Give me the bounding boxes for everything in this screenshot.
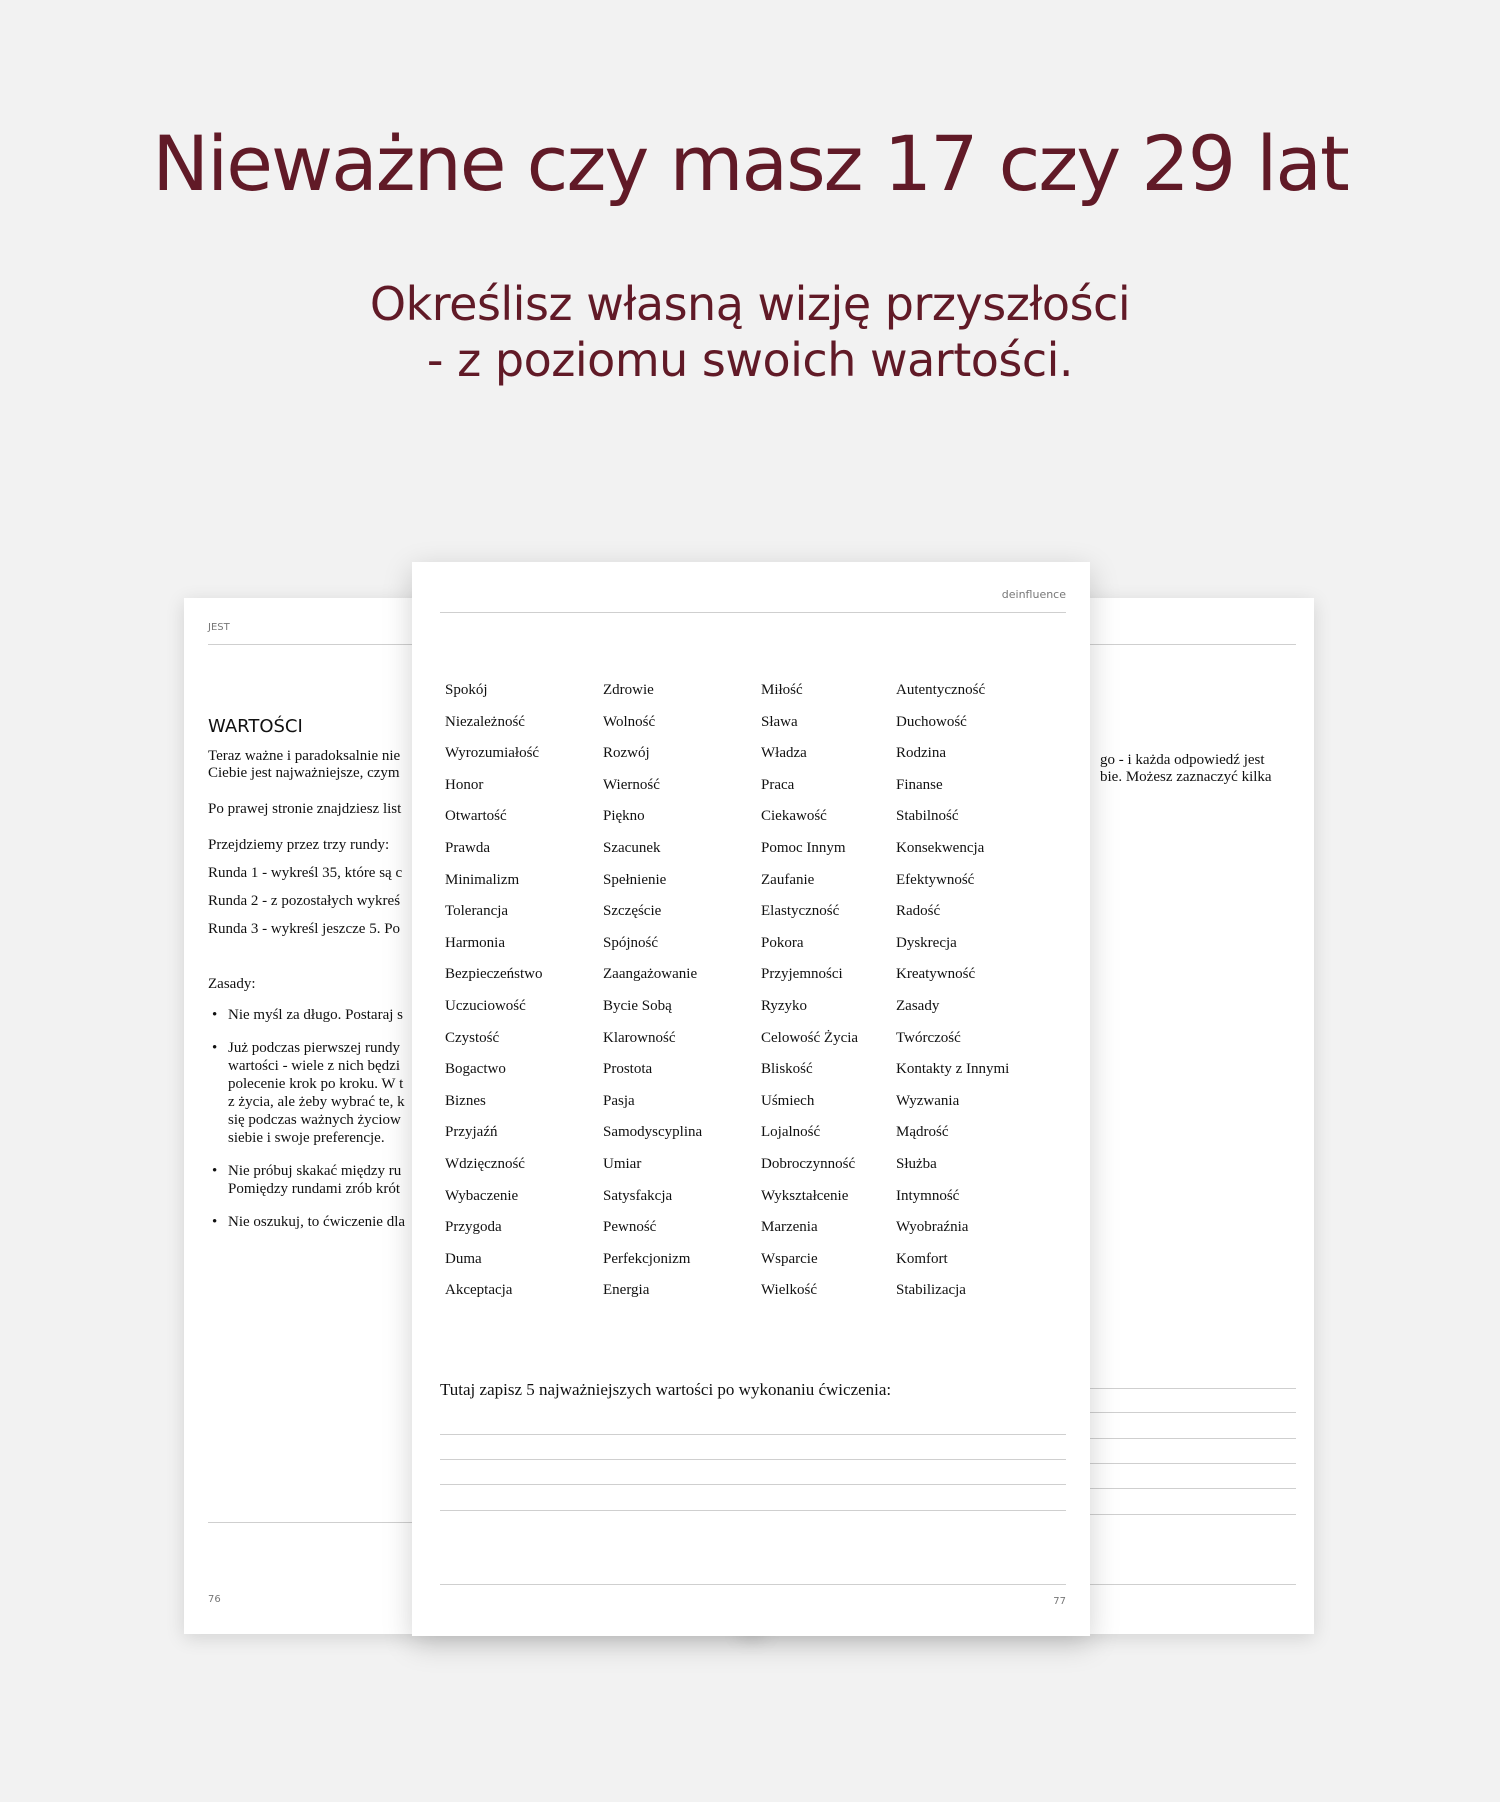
value-item: Tolerancja [445, 903, 509, 920]
value-item: Piękno [603, 808, 645, 825]
value-item: Zaangażowanie [603, 966, 698, 983]
value-item: Perfekcjonizm [603, 1250, 691, 1267]
value-item: Dobroczynność [761, 1155, 856, 1172]
value-item: Wyzwania [896, 1092, 960, 1109]
value-item: Satysfakcja [603, 1187, 673, 1204]
value-item: Przygoda [445, 1219, 502, 1236]
right-page-text-line-2: bie. Możesz zaznaczyć kilka [1100, 769, 1272, 785]
top-values-prompt: Tutaj zapisz 5 najważniejszych wartości po wykonaniu ćwiczenia: [440, 1380, 892, 1399]
rule-bullet: • Nie próbuj skakać między ru Pomiędzy rundami zrób krót [208, 1162, 405, 1198]
value-item: Pasja [603, 1092, 635, 1109]
value-item: Twórczość [896, 1029, 961, 1046]
value-item: Szacunek [603, 839, 661, 856]
value-item: Lojalność [761, 1124, 821, 1141]
value-item: Bliskość [761, 1061, 813, 1078]
value-item: Efektywność [896, 871, 975, 888]
value-item: Umiar [603, 1155, 642, 1172]
value-item: Kontakty z Innymi [896, 1061, 1010, 1078]
value-item: Spokój [445, 682, 488, 698]
value-item: Uczuciowość [445, 997, 526, 1014]
left-page-round-2: Runda 2 - z pozostałych wykreś [208, 893, 401, 909]
value-item: Dyskrecja [896, 934, 957, 951]
value-item: Stabilność [896, 808, 959, 825]
value-item: Zasady [896, 997, 940, 1014]
value-item: Akceptacja [445, 1282, 513, 1299]
value-item: Klarowność [603, 1029, 676, 1046]
value-item: Zaufanie [761, 871, 815, 888]
value-item: Wolność [603, 713, 656, 730]
value-item: Ciekawość [761, 808, 827, 825]
values-column-4 [896, 682, 1009, 1314]
value-item: Duma [445, 1250, 482, 1267]
value-item: Samodyscyplina [603, 1124, 703, 1141]
value-item: Konsekwencja [896, 839, 985, 856]
brand-label: deinfluence [1001, 588, 1066, 601]
values-column-3 [761, 682, 858, 1314]
value-item: Wsparcie [761, 1250, 818, 1267]
value-item: Biznes [445, 1092, 486, 1109]
value-item: Wykształcenie [761, 1187, 849, 1204]
value-item: Harmonia [445, 934, 505, 951]
value-item: Bycie Sobą [603, 997, 672, 1014]
value-item: Praca [761, 776, 795, 793]
front-page [412, 562, 1090, 1636]
left-page-header: JEST [208, 622, 230, 633]
answer-line[interactable] [440, 1459, 1066, 1460]
value-item: Zdrowie [603, 682, 654, 698]
left-page-intro-line-2: Ciebie jest najważniejsze, czym [208, 765, 400, 781]
value-item: Marzenia [761, 1219, 818, 1236]
subheadline-line-1: Określisz własną wizję przyszłości [369, 277, 1131, 331]
front-page-number: 77 [1053, 1596, 1066, 1607]
left-page-round-3: Runda 3 - wykreśl jeszcze 5. Po [208, 921, 401, 937]
value-item: Rodzina [896, 745, 946, 762]
answer-line[interactable] [440, 1484, 1066, 1485]
value-item: Miłość [761, 682, 803, 698]
rule-bullet: • Już podczas pierwszej rundy wartości - wiele z nich będzi polecenie krok po kroku. W t z życia, ale żeby wybrać te, k się podczas ważnych życiow siebie i swoje preferencje. [208, 1039, 405, 1147]
answer-line[interactable] [440, 1434, 1066, 1435]
left-page-number: 76 [208, 1594, 221, 1605]
value-item: Rozwój [603, 745, 650, 762]
left-page-rules-list [208, 1006, 405, 1246]
value-item: Autentyczność [896, 682, 986, 698]
rule-bullet: • Nie oszukuj, to ćwiczenie dla [208, 1213, 405, 1231]
value-item: Wierność [603, 776, 660, 793]
value-item: Czystość [445, 1029, 500, 1046]
value-item: Energia [603, 1282, 650, 1299]
value-item: Pewność [603, 1219, 657, 1236]
value-item: Komfort [896, 1250, 948, 1267]
left-page-intro-line-1: Teraz ważne i paradoksalnie nie [208, 748, 401, 764]
subheadline [0, 276, 1500, 388]
value-item: Mądrość [896, 1124, 949, 1141]
value-item: Bezpieczeństwo [445, 966, 543, 983]
value-item: Otwartość [445, 808, 507, 825]
value-item: Wielkość [761, 1282, 818, 1299]
value-item: Wdzięczność [445, 1155, 525, 1172]
value-item: Ryzyko [761, 997, 808, 1014]
value-item: Wyrozumiałość [445, 745, 540, 762]
value-item: Finanse [896, 776, 943, 793]
value-item: Prawda [445, 839, 490, 856]
left-page-rules-title: Zasady: [208, 976, 256, 992]
headline: Nieważne czy masz 17 czy 29 lat [152, 119, 1348, 208]
value-item: Służba [896, 1155, 937, 1172]
value-item: Radość [896, 903, 941, 920]
left-page-round-1: Runda 1 - wykreśl 35, które są c [208, 865, 403, 881]
value-item: Spójność [603, 934, 659, 951]
value-item: Celowość Życia [761, 1029, 859, 1046]
left-page-title: WARTOŚCI [208, 716, 303, 737]
value-item: Sława [761, 713, 798, 730]
left-page-rounds-intro: Przejdziemy przez trzy rundy: [208, 837, 390, 853]
value-item: Kreatywność [896, 966, 976, 983]
left-page-list-line: Po prawej stronie znajdziesz list [208, 801, 402, 817]
subheadline-line-2: - z poziomu swoich wartości. [426, 333, 1074, 387]
value-item: Wyobraźnia [896, 1219, 969, 1236]
value-item: Przyjemności [761, 966, 843, 983]
front-page-header-rule [440, 612, 1066, 613]
value-item: Stabilizacja [896, 1282, 966, 1299]
value-item: Wybaczenie [445, 1187, 519, 1204]
value-item: Honor [445, 776, 484, 793]
value-item: Niezależność [445, 713, 525, 730]
value-item: Duchowość [896, 713, 967, 730]
value-item: Bogactwo [445, 1061, 506, 1078]
value-item: Prostota [603, 1061, 653, 1078]
value-item: Uśmiech [761, 1092, 815, 1109]
value-item: Pokora [761, 934, 804, 951]
value-item: Elastyczność [761, 903, 840, 920]
right-page-text-line-1: go - i każda odpowiedź jest [1100, 752, 1265, 768]
values-column-1 [445, 682, 542, 1314]
value-item: Pomoc Innym [761, 839, 846, 856]
value-item: Przyjaźń [445, 1124, 498, 1141]
answer-line[interactable] [440, 1510, 1066, 1511]
value-item: Intymność [896, 1187, 960, 1204]
front-page-footer-rule [440, 1584, 1066, 1585]
value-item: Szczęście [603, 903, 662, 920]
rule-bullet: • Nie myśl za długo. Postaraj s [208, 1006, 405, 1024]
value-item: Władza [761, 745, 807, 762]
value-item: Minimalizm [445, 871, 520, 888]
values-column-2 [603, 682, 702, 1314]
value-item: Spełnienie [603, 871, 667, 888]
